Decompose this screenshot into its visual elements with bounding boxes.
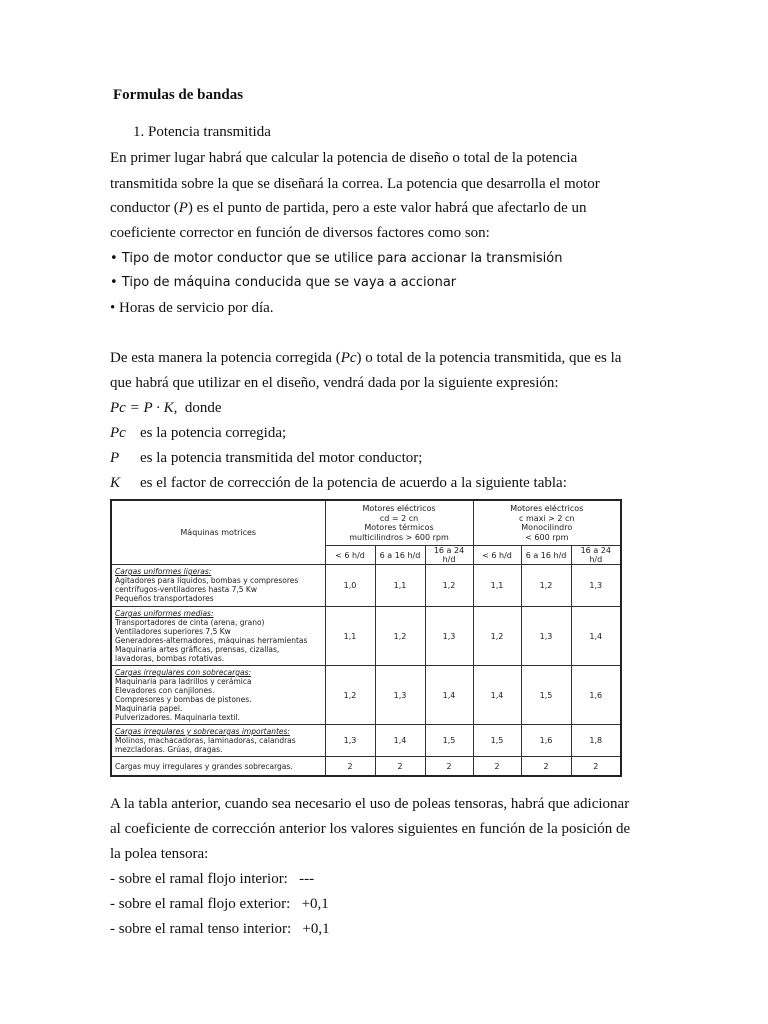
factor-cell: 1,0: [325, 565, 375, 607]
document-heading: Formulas de bandas: [113, 87, 244, 103]
load-example: mezcladoras. Grúas, dragas.: [115, 745, 223, 754]
factor-cell: 1,4: [473, 666, 521, 725]
factor-cell: 1,2: [375, 607, 425, 666]
load-category-title: Cargas irregulares con sobrecargas:: [115, 668, 252, 677]
factor-cell: 1,8: [571, 725, 621, 757]
row-description: [111, 666, 325, 725]
factor-cell: 2: [425, 757, 473, 777]
table-row: [111, 565, 621, 607]
load-example: Maquinaria para ladrillos y cerámica: [115, 677, 252, 686]
header-machines: Máquinas motrices: [111, 500, 325, 565]
header-group-2: [473, 500, 621, 546]
formula-expression: Pc = P · K,: [110, 400, 178, 416]
factor-cell: 1,1: [325, 607, 375, 666]
table-row: [111, 666, 621, 725]
header-line: Motores térmicos: [364, 523, 434, 532]
factor-cell: 1,1: [375, 565, 425, 607]
paragraph-line: que habrá que utilizar en el diseño, vendrá dada por la siguiente expresión:: [110, 375, 559, 391]
load-example: Transportadores de cinta (arena, grano): [115, 618, 265, 627]
text-fragment: De esta manera la potencia corregida (: [110, 350, 341, 366]
load-example: Molinos, machacadoras, laminadoras, calandras: [115, 736, 296, 745]
tensor-value-item: - sobre el ramal flojo interior: ---: [110, 871, 315, 887]
load-example: Generadores-alternadores, máquinas herramientas: [115, 636, 308, 645]
row-description: [111, 757, 325, 777]
bullet-item: • Horas de servicio por día.: [110, 300, 274, 316]
text-fragment: ) es el punto de partida, pero a este valor habrá que afectarlo de un: [187, 200, 587, 216]
factor-cell: 2: [571, 757, 621, 777]
definition-text: es el factor de corrección de la potencia de acuerdo a la siguiente tabla:: [140, 475, 567, 491]
load-example: Elevadores con canjilones.: [115, 686, 215, 695]
load-example: Maquinaria papel.: [115, 704, 183, 713]
factor-cell: 1,4: [375, 725, 425, 757]
load-example: Maquinaria artes gráficas, prensas, cizallas,: [115, 645, 280, 654]
hours-header: < 6 h/d: [473, 546, 521, 565]
formula-tail: donde: [177, 400, 222, 416]
formula: [110, 398, 222, 418]
header-line: Motores eléctricos: [362, 504, 436, 513]
header-line: Monocilindro: [521, 523, 573, 532]
text-fragment: conductor (: [110, 200, 179, 216]
definition-k: [110, 473, 567, 493]
paragraph-line: A la tabla anterior, cuando sea necesario el uso de poleas tensoras, habrá que adicionar: [110, 796, 630, 812]
table-row: [111, 725, 621, 757]
header-line: cd = 2 cn: [379, 513, 419, 523]
header-line: c maxi > 2 cn: [519, 513, 575, 523]
definition-text: es la potencia corregida;: [140, 425, 287, 441]
factor-cell: 1,3: [325, 725, 375, 757]
load-example: lavadoras, bombas rotativas.: [115, 654, 225, 663]
load-example: Compresores y bombas de pistones.: [115, 695, 252, 704]
load-category-title: Cargas irregulares y sobrecargas importantes:: [115, 727, 290, 736]
factor-cell: 1,5: [425, 725, 473, 757]
variable-pc: Pc: [340, 350, 357, 366]
bullet-item: • Tipo de máquina conducida que se vaya a accionar: [110, 275, 457, 290]
row-description: [111, 565, 325, 607]
bullet-item: • Tipo de motor conductor que se utilice para accionar la transmisión: [110, 251, 563, 266]
table-row: [111, 607, 621, 666]
definition-variable: Pc: [110, 425, 126, 441]
paragraph-line: coeficiente corrector en función de diversos factores como son:: [110, 225, 490, 241]
tensor-value-item: - sobre el ramal tenso interior: +0,1: [110, 921, 330, 937]
list-item-potencia: 1. Potencia transmitida: [133, 124, 271, 140]
factor-cell: 2: [473, 757, 521, 777]
factor-cell: 1,1: [473, 565, 521, 607]
factor-cell: 1,5: [521, 666, 571, 725]
paragraph-line: la polea tensora:: [110, 846, 209, 862]
factor-cell: 1,2: [473, 607, 521, 666]
factor-cell: 1,3: [375, 666, 425, 725]
factor-cell: 1,3: [521, 607, 571, 666]
factor-cell: 1,2: [425, 565, 473, 607]
factor-cell: 1,3: [425, 607, 473, 666]
definition-text: es la potencia transmitida del motor conductor;: [140, 450, 423, 466]
factor-cell: 1,5: [473, 725, 521, 757]
paragraph-line: [110, 348, 621, 368]
factor-cell: 1,4: [571, 607, 621, 666]
header-line: Motores eléctricos: [510, 504, 584, 513]
load-example: Pulverizadores. Maquinaria textil.: [115, 713, 241, 722]
definition-variable: P: [110, 450, 120, 466]
row-description: [111, 725, 325, 757]
hours-header: 16 a 24 h/d: [571, 546, 621, 565]
hours-header: 6 a 16 h/d: [521, 546, 571, 565]
paragraph-line: [110, 198, 586, 218]
hours-header: 16 a 24 h/d: [425, 546, 473, 565]
paragraph-line: En primer lugar habrá que calcular la potencia de diseño o total de la potencia: [110, 150, 578, 166]
load-example: Agitadores para líquidos, bombas y compresores: [115, 576, 299, 585]
factor-cell: 1,4: [425, 666, 473, 725]
row-description: [111, 607, 325, 666]
factor-cell: 2: [325, 757, 375, 777]
paragraph-line: al coeficiente de corrección anterior los valores siguientes en función de la posición de: [110, 821, 631, 837]
factor-cell: 1,3: [571, 565, 621, 607]
hours-header: 6 a 16 h/d: [375, 546, 425, 565]
factor-cell: 1,6: [571, 666, 621, 725]
factor-cell: 1,2: [521, 565, 571, 607]
table-row: [111, 757, 621, 777]
text-fragment: ) o total de la potencia transmitida, que es la: [356, 350, 622, 366]
factor-cell: 2: [521, 757, 571, 777]
load-category-title: Cargas uniformes ligeras:: [115, 567, 212, 576]
load-example: Ventiladores superiores 7,5 Kw: [115, 627, 231, 636]
load-example: Cargas muy irregulares y grandes sobrecargas.: [115, 761, 293, 771]
tensor-value-item: - sobre el ramal flojo exterior: +0,1: [110, 896, 329, 912]
header-line: multicilindros > 600 rpm: [349, 532, 449, 542]
variable-p: P: [178, 200, 188, 216]
header-line: < 600 rpm: [525, 532, 569, 542]
hours-header: < 6 h/d: [325, 546, 375, 565]
factor-cell: 2: [375, 757, 425, 777]
factor-cell: 1,6: [521, 725, 571, 757]
load-example: centrífugos-ventiladores hasta 7,5 Kw: [115, 585, 257, 594]
correction-factor-table: [110, 499, 622, 771]
definition-variable: K: [110, 475, 121, 491]
load-example: Pequeños transportadores: [115, 594, 214, 603]
definition-p: [110, 448, 422, 468]
header-group-1: [325, 500, 473, 546]
paragraph-line: transmitida sobre la que se diseñará la correa. La potencia que desarrolla el motor: [110, 176, 600, 192]
factor-cell: 1,2: [325, 666, 375, 725]
load-category-title: Cargas uniformes medias:: [115, 609, 214, 618]
definition-pc: [110, 423, 286, 443]
